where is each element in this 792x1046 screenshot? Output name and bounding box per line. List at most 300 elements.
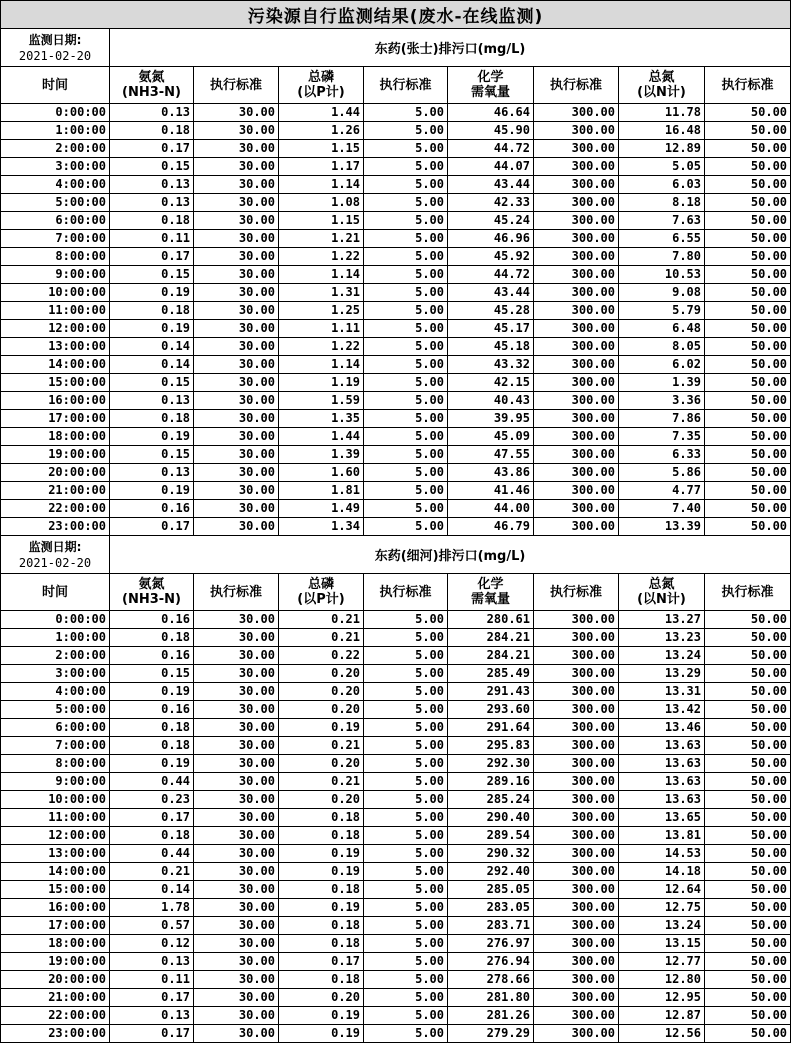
cod-standard-cell: 300.00: [534, 212, 619, 230]
ammonia-cell: 0.13: [110, 392, 194, 410]
nitrogen-standard-cell: 50.00: [705, 428, 791, 446]
nitrogen-cell: 12.87: [619, 1007, 705, 1025]
cod-standard-cell: 300.00: [534, 791, 619, 809]
cod-cell: 43.44: [448, 284, 534, 302]
time-cell: 10:00:00: [1, 284, 110, 302]
nitrogen-cell: 7.35: [619, 428, 705, 446]
cod-standard-cell: 300.00: [534, 1025, 619, 1043]
ammonia-cell: 0.17: [110, 1025, 194, 1043]
table-row: [1, 248, 791, 266]
nitrogen-cell: 12.89: [619, 140, 705, 158]
cod-standard-cell: 300.00: [534, 446, 619, 464]
nitrogen-standard-cell: 50.00: [705, 989, 791, 1007]
nitrogen-cell: 12.56: [619, 1025, 705, 1043]
phosphorus-cell: 1.81: [279, 482, 364, 500]
cod-cell: 40.43: [448, 392, 534, 410]
ammonia-cell: 0.13: [110, 194, 194, 212]
ammonia-cell: 0.13: [110, 104, 194, 122]
ammonia-cell: 0.19: [110, 284, 194, 302]
nitrogen-standard-cell: 50.00: [705, 140, 791, 158]
table-row: [1, 683, 791, 701]
cod-cell: 43.86: [448, 464, 534, 482]
nitrogen-cell: 12.95: [619, 989, 705, 1007]
time-cell: 22:00:00: [1, 500, 110, 518]
phosphorus-cell: 1.19: [279, 374, 364, 392]
date-value: 2021-02-20: [18, 48, 92, 63]
nitrogen-standard-cell: 50.00: [705, 230, 791, 248]
ammonia-standard-cell: 30.00: [194, 428, 279, 446]
ammonia-cell: 1.78: [110, 899, 194, 917]
phosphorus-cell: 0.21: [279, 773, 364, 791]
cod-cell: 45.90: [448, 122, 534, 140]
nitrogen-standard-cell: 50.00: [705, 104, 791, 122]
table-row: [1, 446, 791, 464]
header-standard: 执行标准: [364, 574, 448, 611]
cod-cell: 291.43: [448, 683, 534, 701]
header-standard: 执行标准: [534, 67, 619, 104]
ammonia-standard-cell: 30.00: [194, 1007, 279, 1025]
header-standard: 执行标准: [194, 67, 279, 104]
ammonia-standard-cell: 30.00: [194, 737, 279, 755]
header-phosphorus-unit: (以P计): [297, 592, 345, 607]
phosphorus-cell: 1.08: [279, 194, 364, 212]
header-phosphorus-name: 总磷: [307, 70, 334, 85]
phosphorus-standard-cell: 5.00: [364, 356, 448, 374]
cod-cell: 44.00: [448, 500, 534, 518]
phosphorus-cell: 0.19: [279, 1007, 364, 1025]
nitrogen-cell: 13.31: [619, 683, 705, 701]
cod-cell: 45.18: [448, 338, 534, 356]
phosphorus-cell: 1.59: [279, 392, 364, 410]
nitrogen-standard-cell: 50.00: [705, 194, 791, 212]
ammonia-cell: 0.15: [110, 374, 194, 392]
nitrogen-cell: 13.24: [619, 647, 705, 665]
ammonia-standard-cell: 30.00: [194, 248, 279, 266]
time-cell: 21:00:00: [1, 989, 110, 1007]
phosphorus-standard-cell: 5.00: [364, 611, 448, 629]
nitrogen-cell: 13.81: [619, 827, 705, 845]
cod-standard-cell: 300.00: [534, 701, 619, 719]
ammonia-standard-cell: 30.00: [194, 320, 279, 338]
time-cell: 0:00:00: [1, 104, 110, 122]
ammonia-standard-cell: 30.00: [194, 392, 279, 410]
nitrogen-cell: 13.63: [619, 737, 705, 755]
nitrogen-standard-cell: 50.00: [705, 356, 791, 374]
cod-cell: 283.05: [448, 899, 534, 917]
section-date-row: [1, 536, 791, 574]
phosphorus-cell: 0.19: [279, 899, 364, 917]
cod-standard-cell: 300.00: [534, 428, 619, 446]
phosphorus-standard-cell: 5.00: [364, 158, 448, 176]
phosphorus-cell: 0.17: [279, 953, 364, 971]
ammonia-cell: 0.17: [110, 518, 194, 536]
phosphorus-standard-cell: 5.00: [364, 647, 448, 665]
table-row: [1, 500, 791, 518]
phosphorus-cell: 1.15: [279, 140, 364, 158]
ammonia-standard-cell: 30.00: [194, 122, 279, 140]
cod-standard-cell: 300.00: [534, 338, 619, 356]
header-ammonia-unit: (NH3-N): [122, 85, 181, 100]
phosphorus-standard-cell: 5.00: [364, 935, 448, 953]
phosphorus-cell: 1.15: [279, 212, 364, 230]
nitrogen-standard-cell: 50.00: [705, 881, 791, 899]
phosphorus-cell: 1.14: [279, 176, 364, 194]
time-cell: 11:00:00: [1, 809, 110, 827]
cod-cell: 47.55: [448, 446, 534, 464]
table-row: [1, 809, 791, 827]
time-cell: 16:00:00: [1, 899, 110, 917]
cod-standard-cell: 300.00: [534, 611, 619, 629]
header-cod-line2: 需氧量: [470, 592, 510, 607]
cod-cell: 292.40: [448, 863, 534, 881]
time-cell: 2:00:00: [1, 647, 110, 665]
nitrogen-standard-cell: 50.00: [705, 863, 791, 881]
cod-cell: 289.16: [448, 773, 534, 791]
cod-standard-cell: 300.00: [534, 917, 619, 935]
table-row: [1, 122, 791, 140]
nitrogen-cell: 12.80: [619, 971, 705, 989]
nitrogen-cell: 13.65: [619, 809, 705, 827]
ammonia-cell: 0.16: [110, 647, 194, 665]
nitrogen-standard-cell: 50.00: [705, 338, 791, 356]
ammonia-standard-cell: 30.00: [194, 791, 279, 809]
table-row: [1, 140, 791, 158]
nitrogen-standard-cell: 50.00: [705, 971, 791, 989]
nitrogen-cell: 9.08: [619, 284, 705, 302]
header-cod-line1: 化学: [477, 70, 504, 85]
ammonia-cell: 0.17: [110, 140, 194, 158]
header-nitrogen: [619, 574, 705, 611]
table-row: [1, 464, 791, 482]
ammonia-standard-cell: 30.00: [194, 845, 279, 863]
ammonia-cell: 0.19: [110, 755, 194, 773]
cod-cell: 280.61: [448, 611, 534, 629]
cod-standard-cell: 300.00: [534, 773, 619, 791]
cod-standard-cell: 300.00: [534, 500, 619, 518]
table-row: [1, 881, 791, 899]
nitrogen-standard-cell: 50.00: [705, 122, 791, 140]
date-label: 监测日期:: [28, 539, 82, 554]
time-cell: 21:00:00: [1, 482, 110, 500]
header-standard: 执行标准: [534, 574, 619, 611]
time-cell: 3:00:00: [1, 665, 110, 683]
phosphorus-cell: 1.14: [279, 266, 364, 284]
nitrogen-cell: 7.80: [619, 248, 705, 266]
table-row: [1, 302, 791, 320]
cod-cell: 46.79: [448, 518, 534, 536]
cod-standard-cell: 300.00: [534, 122, 619, 140]
cod-standard-cell: 300.00: [534, 248, 619, 266]
phosphorus-standard-cell: 5.00: [364, 464, 448, 482]
phosphorus-standard-cell: 5.00: [364, 140, 448, 158]
header-phosphorus-name: 总磷: [307, 577, 334, 592]
table-row: [1, 935, 791, 953]
header-nitrogen: [619, 67, 705, 104]
cod-standard-cell: 300.00: [534, 1007, 619, 1025]
cod-cell: 276.97: [448, 935, 534, 953]
phosphorus-cell: 0.18: [279, 827, 364, 845]
time-cell: 1:00:00: [1, 122, 110, 140]
time-cell: 9:00:00: [1, 266, 110, 284]
phosphorus-standard-cell: 5.00: [364, 338, 448, 356]
cod-cell: 293.60: [448, 701, 534, 719]
cod-cell: 45.92: [448, 248, 534, 266]
ammonia-cell: 0.13: [110, 953, 194, 971]
phosphorus-standard-cell: 5.00: [364, 176, 448, 194]
phosphorus-cell: 0.20: [279, 683, 364, 701]
phosphorus-standard-cell: 5.00: [364, 773, 448, 791]
phosphorus-standard-cell: 5.00: [364, 863, 448, 881]
nitrogen-standard-cell: 50.00: [705, 647, 791, 665]
phosphorus-standard-cell: 5.00: [364, 791, 448, 809]
nitrogen-standard-cell: 50.00: [705, 935, 791, 953]
ammonia-standard-cell: 30.00: [194, 647, 279, 665]
nitrogen-standard-cell: 50.00: [705, 701, 791, 719]
cod-cell: 278.66: [448, 971, 534, 989]
cod-cell: 292.30: [448, 755, 534, 773]
cod-cell: 284.21: [448, 629, 534, 647]
ammonia-cell: 0.18: [110, 719, 194, 737]
ammonia-standard-cell: 30.00: [194, 158, 279, 176]
table-row: [1, 194, 791, 212]
time-cell: 2:00:00: [1, 140, 110, 158]
nitrogen-standard-cell: 50.00: [705, 320, 791, 338]
phosphorus-standard-cell: 5.00: [364, 320, 448, 338]
table-row: [1, 917, 791, 935]
ammonia-cell: 0.17: [110, 248, 194, 266]
nitrogen-cell: 12.75: [619, 899, 705, 917]
ammonia-cell: 0.16: [110, 500, 194, 518]
cod-cell: 283.71: [448, 917, 534, 935]
cod-standard-cell: 300.00: [534, 935, 619, 953]
nitrogen-cell: 13.27: [619, 611, 705, 629]
monitoring-date: [1, 29, 110, 67]
nitrogen-cell: 13.42: [619, 701, 705, 719]
time-cell: 17:00:00: [1, 410, 110, 428]
ammonia-cell: 0.19: [110, 428, 194, 446]
monitoring-date: [1, 536, 110, 574]
cod-standard-cell: 300.00: [534, 809, 619, 827]
ammonia-standard-cell: 30.00: [194, 917, 279, 935]
table-row: [1, 845, 791, 863]
nitrogen-standard-cell: 50.00: [705, 284, 791, 302]
phosphorus-cell: 0.20: [279, 989, 364, 1007]
header-cod-line2: 需氧量: [470, 85, 510, 100]
phosphorus-standard-cell: 5.00: [364, 881, 448, 899]
phosphorus-standard-cell: 5.00: [364, 410, 448, 428]
table-row: [1, 482, 791, 500]
ammonia-cell: 0.17: [110, 809, 194, 827]
ammonia-cell: 0.21: [110, 863, 194, 881]
phosphorus-standard-cell: 5.00: [364, 755, 448, 773]
nitrogen-standard-cell: 50.00: [705, 248, 791, 266]
time-cell: 0:00:00: [1, 611, 110, 629]
nitrogen-cell: 16.48: [619, 122, 705, 140]
nitrogen-cell: 6.55: [619, 230, 705, 248]
cod-standard-cell: 300.00: [534, 482, 619, 500]
phosphorus-standard-cell: 5.00: [364, 518, 448, 536]
nitrogen-standard-cell: 50.00: [705, 755, 791, 773]
nitrogen-cell: 10.53: [619, 266, 705, 284]
nitrogen-standard-cell: 50.00: [705, 611, 791, 629]
nitrogen-cell: 3.36: [619, 392, 705, 410]
time-cell: 12:00:00: [1, 320, 110, 338]
phosphorus-cell: 1.49: [279, 500, 364, 518]
ammonia-cell: 0.18: [110, 737, 194, 755]
nitrogen-cell: 11.78: [619, 104, 705, 122]
nitrogen-cell: 6.02: [619, 356, 705, 374]
table-row: [1, 953, 791, 971]
time-cell: 15:00:00: [1, 374, 110, 392]
nitrogen-standard-cell: 50.00: [705, 464, 791, 482]
cod-cell: 39.95: [448, 410, 534, 428]
phosphorus-standard-cell: 5.00: [364, 989, 448, 1007]
phosphorus-standard-cell: 5.00: [364, 266, 448, 284]
cod-cell: 291.64: [448, 719, 534, 737]
table-row: [1, 665, 791, 683]
phosphorus-cell: 0.21: [279, 611, 364, 629]
phosphorus-standard-cell: 5.00: [364, 248, 448, 266]
phosphorus-standard-cell: 5.00: [364, 827, 448, 845]
phosphorus-standard-cell: 5.00: [364, 230, 448, 248]
ammonia-standard-cell: 30.00: [194, 935, 279, 953]
ammonia-cell: 0.18: [110, 629, 194, 647]
phosphorus-cell: 0.18: [279, 917, 364, 935]
ammonia-standard-cell: 30.00: [194, 809, 279, 827]
phosphorus-cell: 0.19: [279, 863, 364, 881]
header-ammonia-name: 氨氮: [138, 577, 165, 592]
ammonia-standard-cell: 30.00: [194, 482, 279, 500]
ammonia-standard-cell: 30.00: [194, 446, 279, 464]
nitrogen-cell: 12.64: [619, 881, 705, 899]
nitrogen-cell: 7.63: [619, 212, 705, 230]
ammonia-cell: 0.15: [110, 446, 194, 464]
cod-standard-cell: 300.00: [534, 971, 619, 989]
cod-standard-cell: 300.00: [534, 320, 619, 338]
ammonia-standard-cell: 30.00: [194, 827, 279, 845]
nitrogen-standard-cell: 50.00: [705, 845, 791, 863]
ammonia-cell: 0.18: [110, 122, 194, 140]
phosphorus-standard-cell: 5.00: [364, 428, 448, 446]
ammonia-standard-cell: 30.00: [194, 863, 279, 881]
nitrogen-standard-cell: 50.00: [705, 1007, 791, 1025]
header-ammonia-name: 氨氮: [138, 70, 165, 85]
time-cell: 1:00:00: [1, 629, 110, 647]
cod-cell: 42.33: [448, 194, 534, 212]
cod-cell: 281.26: [448, 1007, 534, 1025]
phosphorus-cell: 1.26: [279, 122, 364, 140]
ammonia-standard-cell: 30.00: [194, 230, 279, 248]
cod-standard-cell: 300.00: [534, 104, 619, 122]
ammonia-cell: 0.18: [110, 827, 194, 845]
ammonia-cell: 0.19: [110, 482, 194, 500]
header-cod: [448, 67, 534, 104]
header-standard: 执行标准: [364, 67, 448, 104]
nitrogen-standard-cell: 50.00: [705, 518, 791, 536]
cod-standard-cell: 300.00: [534, 194, 619, 212]
phosphorus-standard-cell: 5.00: [364, 212, 448, 230]
nitrogen-cell: 13.46: [619, 719, 705, 737]
time-cell: 8:00:00: [1, 248, 110, 266]
phosphorus-standard-cell: 5.00: [364, 683, 448, 701]
phosphorus-cell: 1.44: [279, 428, 364, 446]
nitrogen-cell: 13.63: [619, 755, 705, 773]
cod-cell: 295.83: [448, 737, 534, 755]
cod-standard-cell: 300.00: [534, 665, 619, 683]
ammonia-cell: 0.19: [110, 683, 194, 701]
cod-standard-cell: 300.00: [534, 158, 619, 176]
header-ammonia: [110, 574, 194, 611]
nitrogen-cell: 7.40: [619, 500, 705, 518]
time-cell: 14:00:00: [1, 356, 110, 374]
phosphorus-standard-cell: 5.00: [364, 953, 448, 971]
nitrogen-cell: 13.63: [619, 791, 705, 809]
cod-standard-cell: 300.00: [534, 683, 619, 701]
phosphorus-standard-cell: 5.00: [364, 500, 448, 518]
ammonia-cell: 0.15: [110, 266, 194, 284]
header-standard: 执行标准: [194, 574, 279, 611]
nitrogen-standard-cell: 50.00: [705, 791, 791, 809]
cod-standard-cell: 300.00: [534, 464, 619, 482]
ammonia-standard-cell: 30.00: [194, 140, 279, 158]
ammonia-cell: 0.17: [110, 989, 194, 1007]
ammonia-standard-cell: 30.00: [194, 410, 279, 428]
phosphorus-cell: 0.19: [279, 719, 364, 737]
ammonia-cell: 0.16: [110, 701, 194, 719]
cod-standard-cell: 300.00: [534, 629, 619, 647]
header-nitrogen-name: 总氮: [648, 577, 675, 592]
ammonia-cell: 0.13: [110, 176, 194, 194]
cod-standard-cell: 300.00: [534, 737, 619, 755]
phosphorus-standard-cell: 5.00: [364, 1007, 448, 1025]
header-standard: 执行标准: [705, 574, 791, 611]
section-date-row: [1, 29, 791, 67]
header-time: 时间: [1, 574, 110, 611]
ammonia-cell: 0.23: [110, 791, 194, 809]
cod-cell: 281.80: [448, 989, 534, 1007]
time-cell: 19:00:00: [1, 446, 110, 464]
time-cell: 3:00:00: [1, 158, 110, 176]
nitrogen-cell: 13.23: [619, 629, 705, 647]
nitrogen-standard-cell: 50.00: [705, 737, 791, 755]
table-row: [1, 266, 791, 284]
cod-cell: 44.07: [448, 158, 534, 176]
phosphorus-cell: 0.18: [279, 935, 364, 953]
phosphorus-cell: 0.19: [279, 845, 364, 863]
phosphorus-standard-cell: 5.00: [364, 446, 448, 464]
cod-standard-cell: 300.00: [534, 647, 619, 665]
time-cell: 4:00:00: [1, 176, 110, 194]
table-row: [1, 611, 791, 629]
phosphorus-cell: 0.20: [279, 665, 364, 683]
time-cell: 10:00:00: [1, 791, 110, 809]
phosphorus-cell: 1.17: [279, 158, 364, 176]
cod-standard-cell: 300.00: [534, 302, 619, 320]
cod-standard-cell: 300.00: [534, 845, 619, 863]
table-row: [1, 158, 791, 176]
header-standard: 执行标准: [705, 67, 791, 104]
nitrogen-cell: 8.18: [619, 194, 705, 212]
phosphorus-cell: 0.20: [279, 755, 364, 773]
phosphorus-cell: 1.22: [279, 248, 364, 266]
phosphorus-standard-cell: 5.00: [364, 284, 448, 302]
ammonia-standard-cell: 30.00: [194, 284, 279, 302]
table-row: [1, 827, 791, 845]
cod-standard-cell: 300.00: [534, 881, 619, 899]
cod-cell: 289.54: [448, 827, 534, 845]
cod-cell: 290.32: [448, 845, 534, 863]
ammonia-standard-cell: 30.00: [194, 464, 279, 482]
